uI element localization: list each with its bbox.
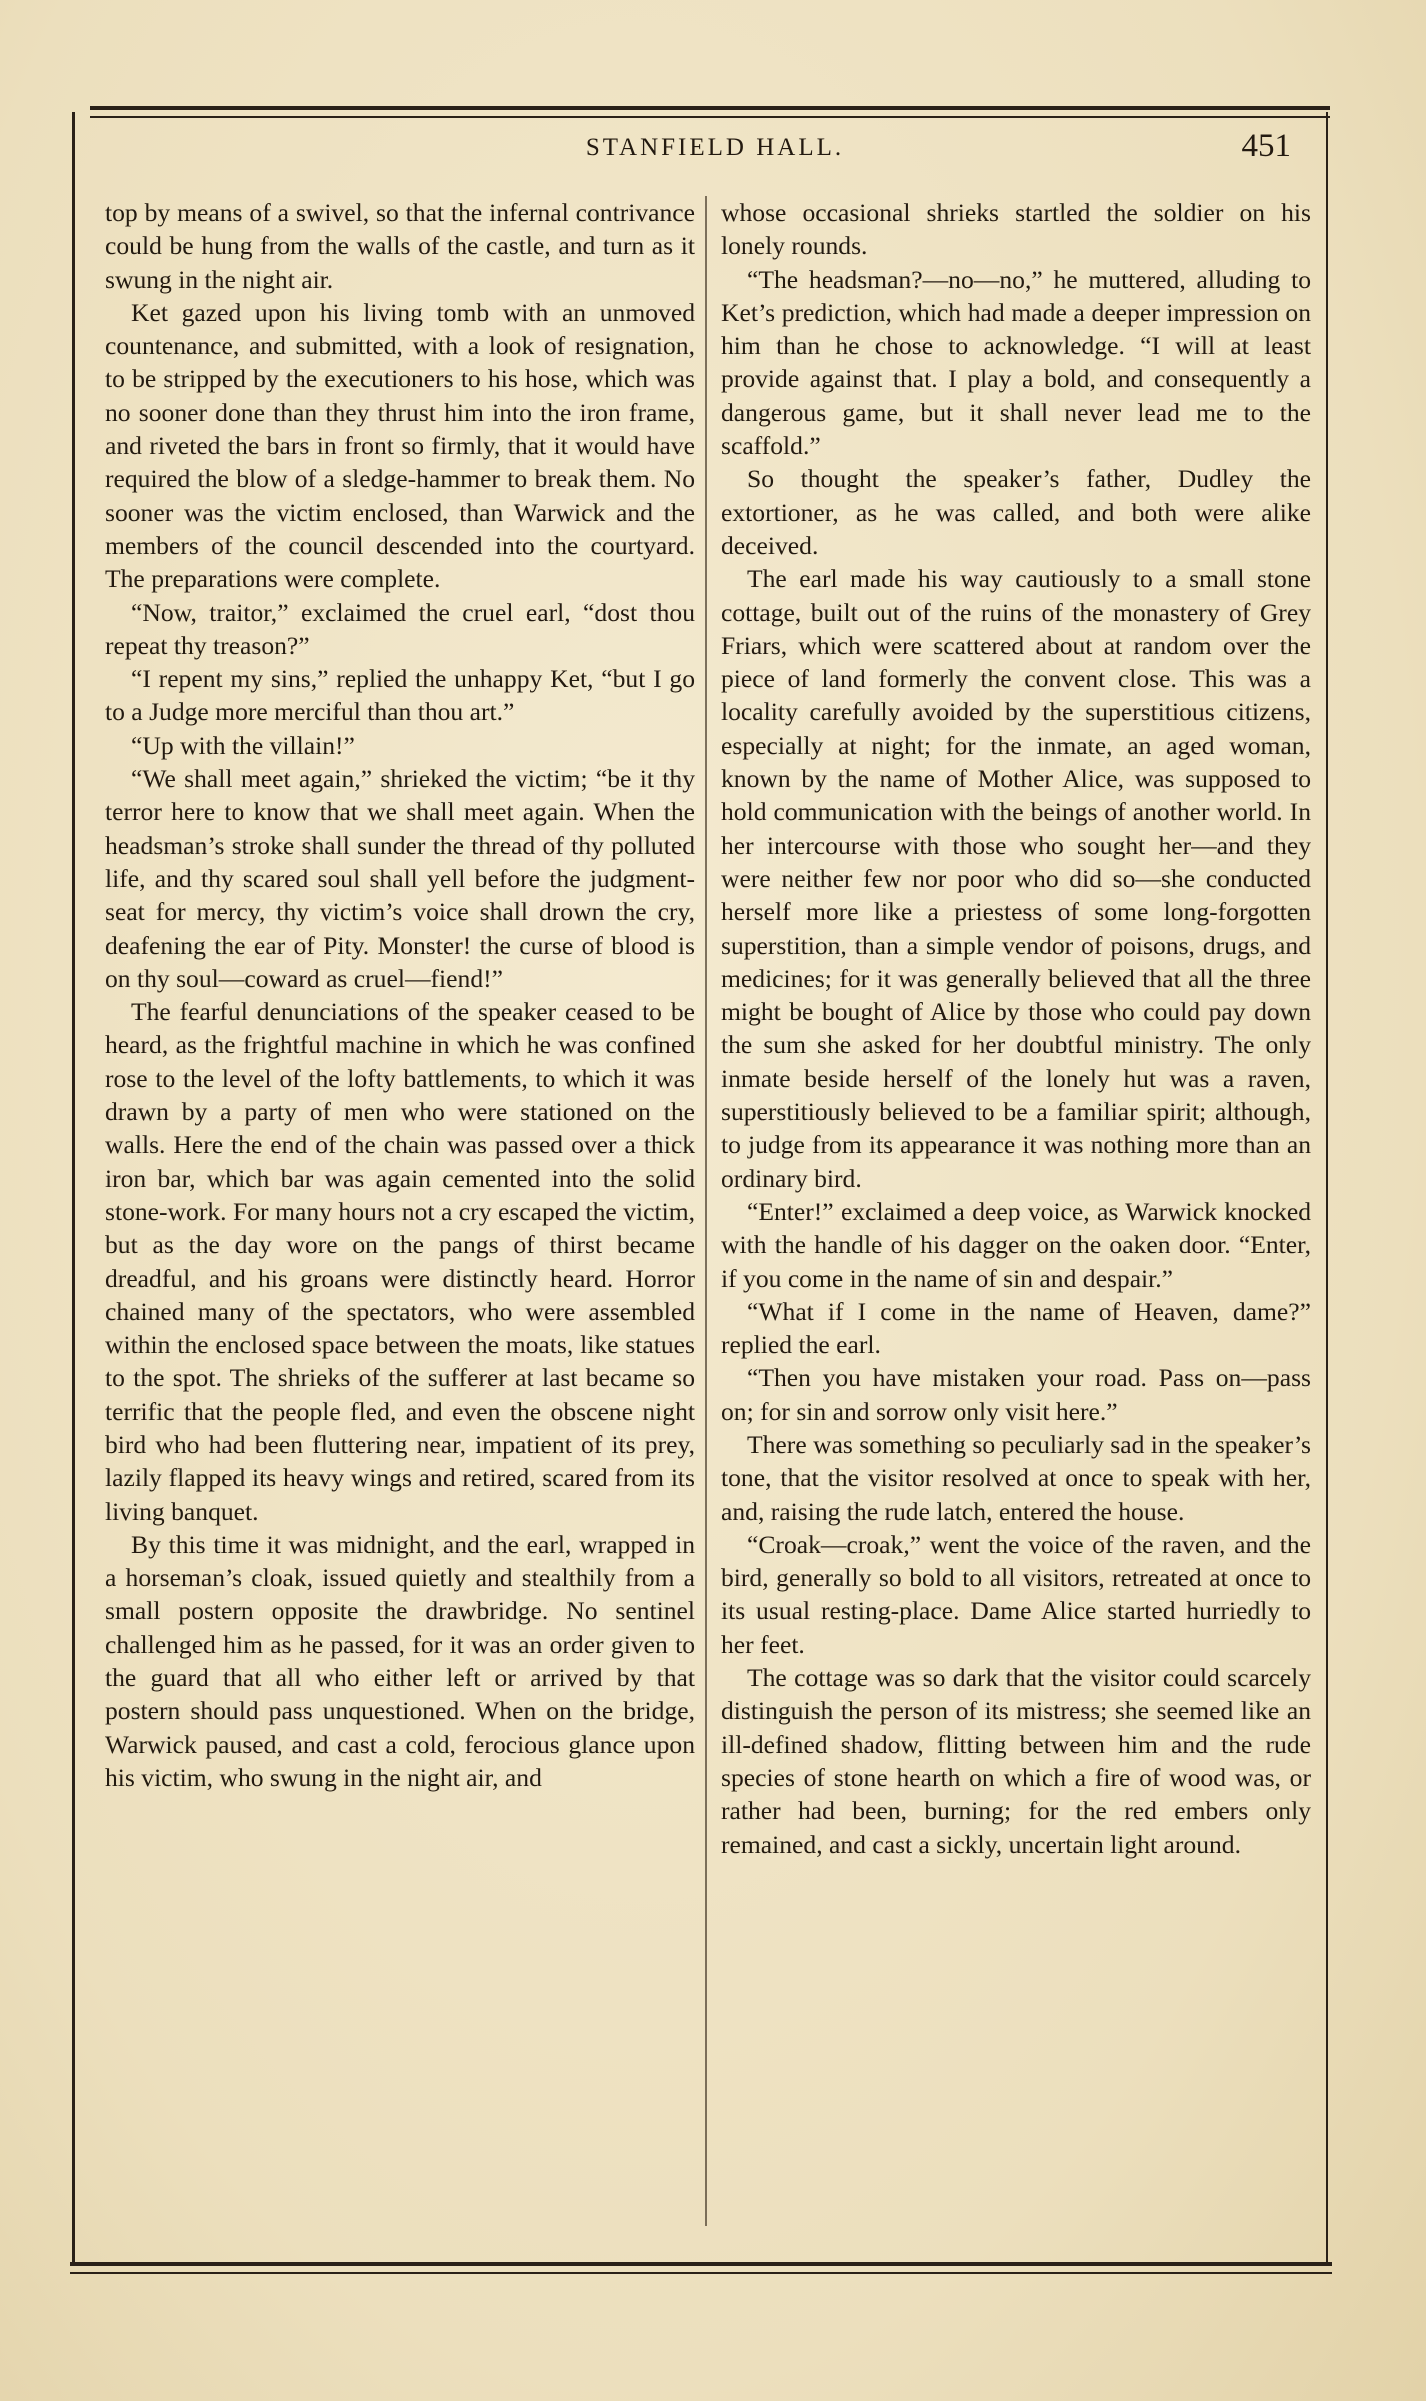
column-divider <box>705 196 707 2226</box>
paragraph: There was something so peculiarly sad in the speaker’s tone, that the visitor resolved at once to speak with her, and, raising the rude latch, entered the house. <box>721 1429 1311 1526</box>
paragraph: whose occasional shrieks startled the soldier on his lonely rounds. <box>721 198 1311 261</box>
paragraph: “What if I come in the name of Heaven, dame?” replied the earl. <box>721 1296 1311 1360</box>
paragraph: The earl made his way cautiously to a small stone cottage, built out of the ruins of the monastery of Grey Friars, which were scattered about at random over the piece of land formerly the convent close. This was a locality carefully avoided by the superstitious citizens, especially at night; for the inmate, an aged woman, known by the name of Mother Alice, was supposed to hold communication with the beings of another world. In her intercourse with those who sought her—and they were neither few nor poor who did so—she conducted herself more like a priestess of some long-forgotten superstition, than a simple vendor of poisons, drugs, and medicines; for it was generally believed that all the three might be bought of Alice by those who could pay down the sum she asked for her doubtful ministry. The only inmate beside herself of the lonely hut was a raven, superstitiously believed to be a familiar spirit; although, to judge from its appearance it was nothing more than an ordinary bird. <box>721 564 1311 1193</box>
running-title: STANFIELD HALL. <box>585 134 845 161</box>
paragraph: “We shall meet again,” shrieked the victim; “be it thy terror here to know that we shall meet again. When the headsman’s stroke shall sunder the thread of thy polluted life, and thy scared soul shall yell before the judgment-seat for mercy, thy victim’s voice shall drown the cry, deafening the ear of Pity. Monster! the curse of blood is on thy soul—coward as cruel—fiend!” <box>105 764 695 993</box>
right-text-column <box>721 196 1311 1861</box>
paragraph: top by means of a swivel, so that the infernal contrivance could be hung from the walls of the castle, and turn as it swung in the night air. <box>105 198 695 294</box>
paragraph: “Enter!” exclaimed a deep voice, as Warwick knocked with the handle of his dagger on the oaken door. “Enter, if you come in the name of sin and despair.” <box>721 1196 1311 1293</box>
paragraph: The fearful denunciations of the speaker ceased to be heard, as the frightful machine in which he was confined rose to the level of the lofty battlements, to which it was drawn by a party of men who were stationed on the walls. Here the end of the chain was passed over a thick iron bar, which bar was again cemented into the solid stone-work. For many hours not a cry escaped the victim, but as the day wore on the pangs of thirst became dreadful, and his groans were distinctly heard. Horror chained many of the spectators, who were assembled within the enclosed space between the moats, like statues to the spot. The shrieks of the sufferer at last became so terrific that the people fled, and even the obscene night bird who had been fluttering near, impatient of its prey, lazily flapped its heavy wings and retired, scared from its living banquet. <box>105 997 695 1526</box>
paragraph: “Then you have mistaken your road. Pass on—pass on; for sin and sorrow only visit here.” <box>721 1363 1311 1426</box>
paragraph: “I repent my sins,” replied the unhappy Ket, “but I go to a Judge more merciful than thou art.” <box>105 664 695 727</box>
paragraph: By this time it was midnight, and the earl, wrapped in a horseman’s cloak, issued quietly and stealthily from a small postern opposite the drawbridge. No sentinel challenged him as he passed, for it was an order given to the guard that all who either left or arrived by that postern should pass unquestioned. When on the bridge, Warwick paused, and cast a cold, ferocious glance upon his victim, who swung in the night air, and <box>105 1529 695 1792</box>
left-border-rule <box>72 112 75 2262</box>
paragraph: “Up with the villain!” <box>131 730 355 760</box>
right-border-rule <box>1326 112 1328 2262</box>
paragraph: “Now, traitor,” exclaimed the cruel earl, “dost thou repeat thy treason?” <box>105 597 695 660</box>
top-border-rule-thin <box>90 116 1330 118</box>
left-text-column <box>105 196 695 1794</box>
paragraph: So thought the speaker’s father, Dudley the extortioner, as he was called, and both were alike deceived. <box>721 464 1311 560</box>
bottom-border-rule <box>70 2262 1332 2266</box>
paragraph: “Croak—croak,” went the voice of the raven, and the bird, generally so bold to all visitors, retreated at once to its usual resting-place. Dame Alice started hurriedly to her feet. <box>721 1529 1311 1659</box>
bottom-border-rule-thin <box>70 2272 1332 2274</box>
page-header <box>105 130 1325 174</box>
paragraph: Ket gazed upon his living tomb with an unmoved countenance, and submitted, with a look of resignation, to be stripped by the executioners to his hose, which was no sooner done than they thrust him into the iron frame, and riveted the bars in front so firmly, that it would have required the blow of a sledge-hammer to break them. No sooner was the victim enclosed, than Warwick and the members of the council descended into the courtyard. The preparations were complete. <box>105 297 695 594</box>
page-number: 451 <box>1241 128 1291 164</box>
paragraph: The cottage was so dark that the visitor could scarcely distinguish the person of its mistress; she seemed like an ill-defined shadow, flitting between him and the rude species of stone hearth on which a fire of wood was, or rather had been, burning; for the red embers only remained, and cast a sickly, uncertain light around. <box>721 1663 1311 1859</box>
paragraph: “The headsman?—no—no,” he muttered, alluding to Ket’s prediction, which had made a deeper impression on him than he chose to acknowledge. “I will at least provide against that. I play a bold, and consequently a dangerous game, but it shall never lead me to the scaffold.” <box>721 264 1311 461</box>
top-border-rule <box>90 106 1330 110</box>
